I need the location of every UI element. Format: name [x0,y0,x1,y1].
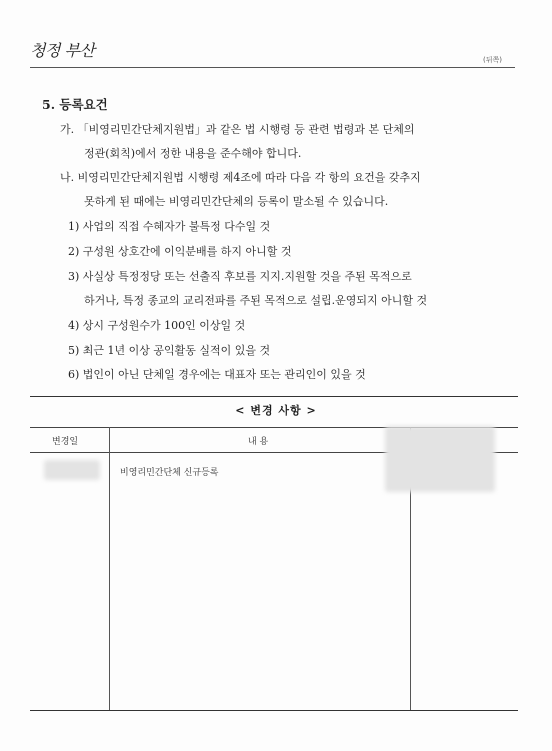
requirement-item: 5) 최근 1년 이상 공익활동 실적이 있을 것 [68,344,271,357]
requirement-line: 가. 「비영리민간단체지원법」과 같은 법 시행령 등 관련 법령과 본 단체의 [60,123,415,136]
table-column-divider [109,427,110,710]
requirement-item: 4) 상시 구성원수가 100인 이상일 것 [68,319,246,332]
requirement-line: 나. 비영리민간단체지원법 시행령 제4조에 따라 다음 각 항의 요건을 갖추지 [60,171,421,184]
table-cell-content: 비영리민간단체 신규등록 [120,468,219,478]
requirement-item: 6) 법인이 아닌 단체일 경우에는 대표자 또는 관리인이 있을 것 [68,368,366,381]
changes-title: < 변경 사항 > [235,404,317,417]
header-date: 변경일 [52,437,79,447]
redacted-confirm-area [385,426,495,492]
requirement-item: 3) 사실상 특정정당 또는 선출직 후보를 지지.지원할 것을 주된 목적으로 [68,270,412,283]
requirement-line: 정관(회칙)에서 정한 내용을 준수해야 합니다. [84,147,302,160]
busan-logo [30,38,110,66]
page-side-tag: (뒤쪽) [483,56,502,64]
requirement-line: 못하게 된 때에는 비영리민간단체의 등록이 말소될 수 있습니다. [84,195,389,208]
header-content: 내 용 [248,437,269,447]
requirement-item: 2) 구성원 상호간에 이익분배를 하지 아니할 것 [68,245,292,258]
table-bottom-rule [30,710,518,711]
redacted-date [44,460,100,480]
logo-text: 청정 부산 [30,41,95,60]
requirement-item: 1) 사업의 직접 수혜자가 불특정 다수일 것 [68,220,271,233]
header-divider [30,67,515,68]
requirement-item-continued: 하거나, 특정 종교의 교리전파를 주된 목적으로 설립.운영되지 아니할 것 [84,294,428,307]
section-title: 5. 등록요건 [42,97,108,112]
table-top-rule [30,396,518,397]
